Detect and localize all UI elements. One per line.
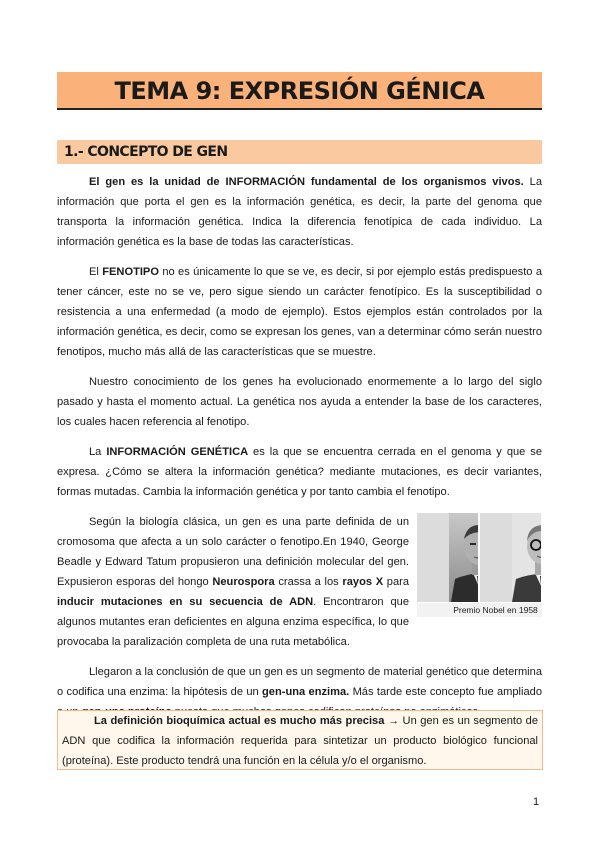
bold-text: Neurospora	[212, 576, 275, 588]
paragraph-informacion-genetica	[57, 442, 542, 502]
text: . Encontraron que algunos mutantes eran deficientes en alguna enzima específica, lo que provocaba la paralización completa de una ruta metabólica.	[57, 596, 409, 648]
paragraph-fenotipo	[57, 262, 542, 362]
text: crassa a los	[274, 576, 343, 588]
title-banner	[57, 72, 542, 110]
definition-callout-box	[57, 710, 543, 770]
bold-text: La definición bioquímica actual es mucho más precisa	[94, 715, 385, 727]
page-title: TEMA 9: EXPRESIÓN GÉNICA	[114, 77, 485, 105]
figure-caption: Premio Nobel en 1958	[417, 603, 542, 617]
bold-text: INFORMACIÓN GENÉTICA	[106, 446, 249, 458]
tatum-portrait	[480, 513, 541, 602]
text: es la que se encuentra cerrada en el genoma y que se expresa. ¿Cómo se altera la información genética? mediante mutaciones, es decir variantes, formas mutadas. Cambia la información genética y por tanto cambia el fenotipo.	[57, 446, 543, 498]
bold-text: inducir mutaciones en su secuencia de ADN	[57, 596, 314, 608]
body-content	[57, 172, 542, 732]
text: El	[89, 266, 103, 278]
paragraph-gen-definition	[57, 172, 542, 252]
text: Más tarde este concepto fue ampliado	[352, 686, 542, 698]
portrait-right-image	[512, 513, 541, 602]
text: Nuestro conocimiento de los genes ha evolucionado enormemente a lo largo del siglo pasado y hasta el momento actual. La genética nos ayuda a entender la base de los caracteres, los cuales hacen referencia al fenotipo.	[57, 376, 542, 428]
text: para	[383, 576, 410, 588]
bold-text: FENOTIPO	[102, 266, 159, 278]
bold-text: gen-una enzima.	[262, 686, 350, 698]
paragraph-biologia-clasica	[57, 512, 542, 652]
text: La	[89, 446, 107, 458]
page-number: 1	[533, 796, 540, 808]
section-heading: 1.- CONCEPTO DE GEN	[64, 144, 228, 160]
bold-text: rayos X	[342, 576, 384, 588]
text: La información que porta el gen es la información genética, es decir, la parte del genoma que transporta la información genética. Indica la diferencia fenotípica de cada individuo. La información genética es la base de todas las características.	[57, 176, 543, 248]
section-heading-banner	[57, 140, 542, 164]
text: no es únicamente lo que se ve, es decir, si por ejemplo estás predispuesto a tener cáncer, este no se ve, pero sigue siendo un carácter fenotípico. Es la susceptibilidad o resistencia a una enfermedad (a modo de ejemplo). Estos ejemplos están controlados por la información genética, es decir, como se expresan los genes, van a determinar cómo serán nuestro fenotipos, mucho más allá de las características que se muestre.	[57, 266, 543, 358]
text: Según la biología clásica, un gen es una parte definida de un cromosoma que afecta a un solo carácter o fenotipo.En 1940, George Beadle y Edward Tatum propusieron una definición molecular del gen. Expusieron esporas del hongo	[57, 516, 409, 588]
text: → Un gen es un segmento de ADN que codifica la información requerida para sintetizar un producto biológico funcional (proteína). Este producto tendrá una función en la célula y/o el organismo.	[62, 715, 538, 767]
portrait-left-image	[449, 513, 478, 602]
paragraph-conocimiento	[57, 372, 542, 432]
beadle-portrait	[417, 513, 478, 602]
bold-text: El gen es la unidad de INFORMACIÓN fundamental de los organismos vivos.	[89, 176, 524, 188]
text: Llegaron a la conclusión de que un gen es un segmento de material genético que determina o codifica una enzima: la hipótesis de un	[57, 666, 542, 698]
nobel-photo-figure	[417, 513, 542, 617]
